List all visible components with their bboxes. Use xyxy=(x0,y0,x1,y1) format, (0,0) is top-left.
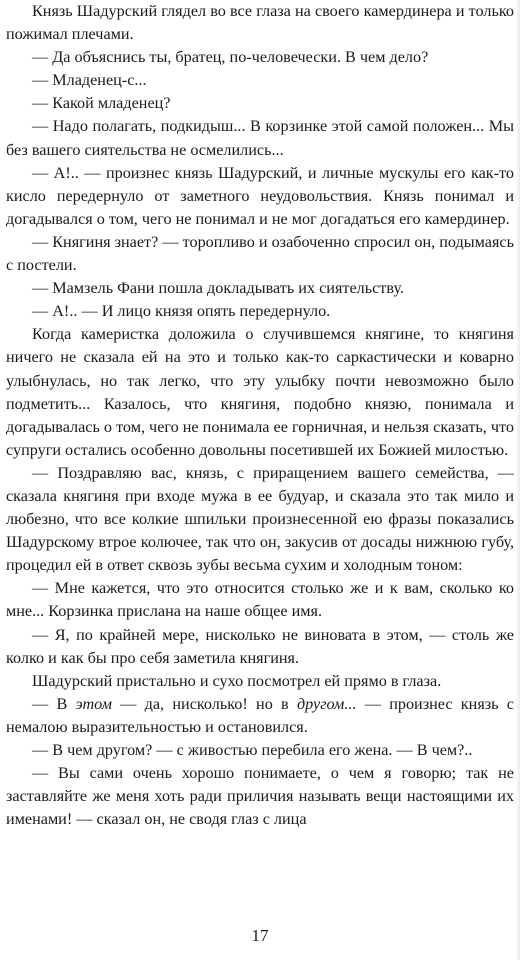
paragraph: — В чем другом? — с живостью перебила его жена. — В чем?.. xyxy=(32,741,473,759)
paragraph: — А!.. — произнес князь Шадурский, и личные мускулы его как-то кисло передернуло от заметного неудовольствия. Князь понимал и догадывался о том, чего не понимал и не мог догадаться его камердинер. xyxy=(6,163,514,228)
book-page xyxy=(6,0,514,960)
paragraph: — Поздравляю вас, князь, с приращением вашего семейства, — сказала княгиня при входе мужа в ее будуар, и сказала это так мило и любезно, что все колкие шпильки произнесенной ею фразы показались Шадурскому втрое колючее, так что он, закусив от досады нижнюю губу, процедил ей в ответ сквозь зубы весьма сухим и холодным тоном: xyxy=(6,463,514,575)
page-text xyxy=(6,0,514,831)
paragraph: Когда камеристка доложила о случившемся княгине, то княгиня ничего не сказала ей на это и только как-то саркастически и коварно улыбнулась, но так легко, что эту улыбку почти невозможно было подметить... Казалось, что княгиня, подобно князю, понимала и догадывалась о том, чего не понимала ее горничная, и нельзя сказать, что супруги остались особенно довольны посетившей их Божией милостью. xyxy=(6,325,514,459)
paragraph: Шадурский пристально и сухо посмотрел ей прямо в глаза. xyxy=(32,671,442,690)
paragraph: — Мамзель Фани пошла докладывать их сиятельству. xyxy=(32,279,404,298)
page-number: 17 xyxy=(251,926,269,945)
paragraph: — Да объяснись ты, братец, по-человечески. В чем дело? xyxy=(32,48,429,67)
paragraph: — Мне кажется, что это относится столько же и к вам, сколько ко мне... Корзинка прислана на наше общее имя. xyxy=(6,579,514,621)
text-run: — да, нисколько! но в xyxy=(111,694,297,713)
paragraph: — Младенец-с... xyxy=(32,71,147,90)
paragraph: — Какой младенец? xyxy=(32,94,171,113)
paragraph: Князь Шадурский глядел во все глаза на своего камердинера и только пожимал плечами. xyxy=(6,2,514,44)
italic-word: другом... xyxy=(296,694,357,713)
page-edge-shadow xyxy=(516,0,520,960)
paragraph: — Вы сами очень хорошо понимаете, о чем я говорю; так не заставляйте же меня хоть ради приличия называть вещи настоящими их именами! — сказал он, не сводя глаз с лица xyxy=(6,764,514,829)
text-run: — В xyxy=(32,694,76,713)
paragraph: — Надо полагать, подкидыш... В корзинке этой самой положен... Мы без вашего сиятельства не осмелились... xyxy=(6,117,514,159)
paragraph: — Я, по крайней мере, нисколько не виновата в этом, — столь же колко и как бы про себя заметила княгиня. xyxy=(6,625,514,667)
text-run: — произнес князь с немалою выразительностью и остановился. xyxy=(6,694,514,736)
paragraph-with-emphasis xyxy=(6,693,514,739)
italic-word: этом xyxy=(75,694,112,713)
paragraph: — А!.. — И лицо князя опять передернуло. xyxy=(32,302,331,321)
paragraph: — Княгиня знает? — торопливо и озабоченно спросил он, подымаясь с постели. xyxy=(6,232,514,275)
